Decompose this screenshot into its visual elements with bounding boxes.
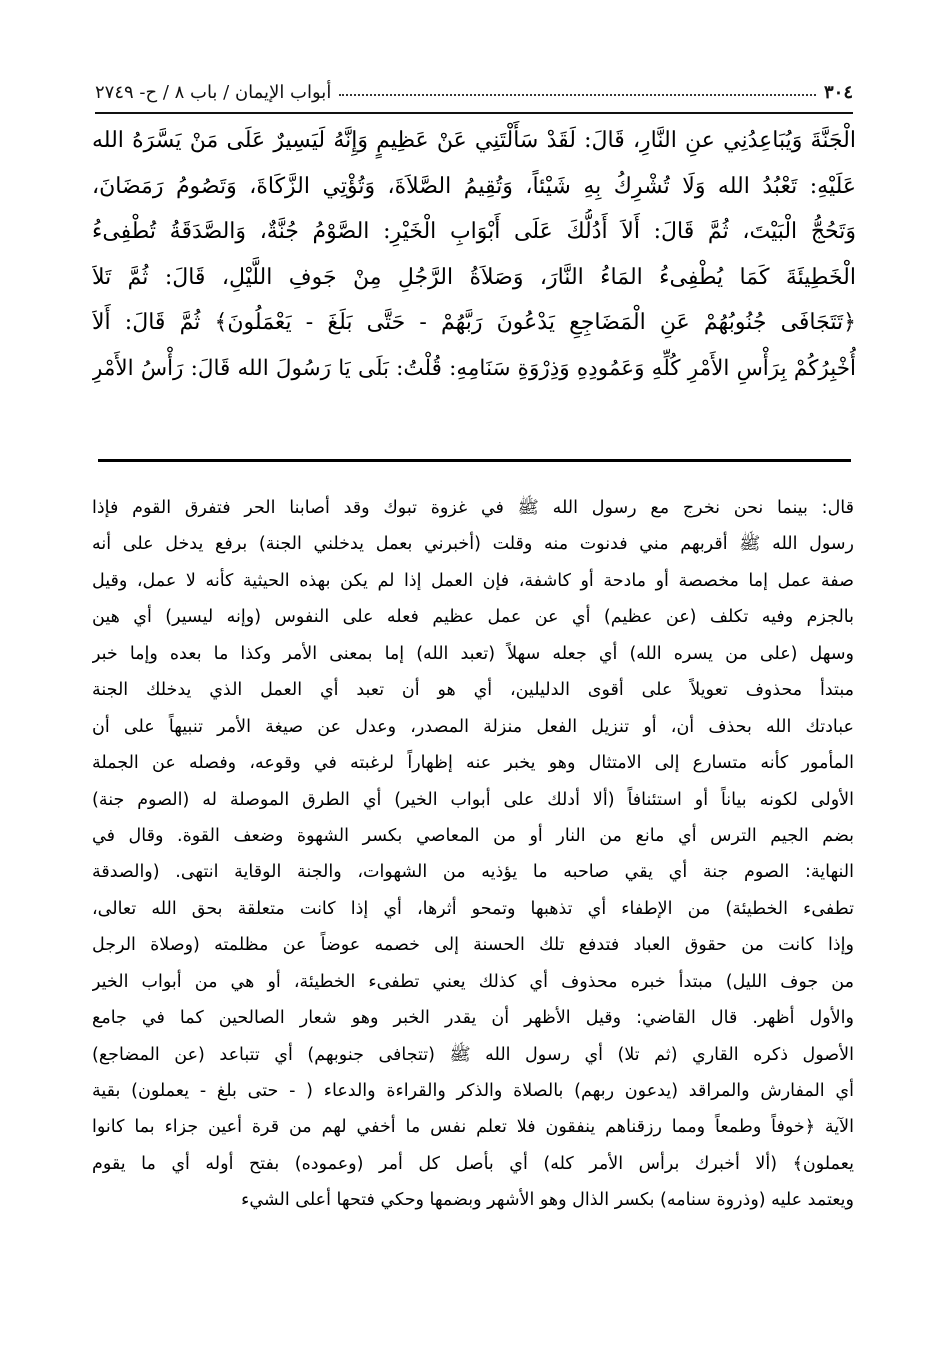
- page-number: ٣٠٤: [823, 81, 853, 103]
- commentary-line: ويعتمد عليه (وذروة سنامه) بكسر الذال وهو الأشهر وبضمها وحكي فتحها أعلى الشيء: [241, 1190, 854, 1211]
- commentary-line: عبادتك الله بحذف أن، أو تنزيل الفعل منزلة المصدر، وعدل عن صيغة الأمر تنبيهاً على أن: [92, 716, 854, 737]
- commentary-line: قال: بينما نحن نخرج مع رسول الله ﷺ في غزوة تبوك وقد أصابنا الحر فتفرق القوم فإذا: [92, 498, 854, 518]
- commentary-text: [92, 490, 854, 1219]
- section-divider: [98, 459, 851, 462]
- commentary-line: النهاية: الصوم جنة أي يقي صاحبه ما يؤذيه من الشهوات، والجنة الوقاية انتهى. (والصدقة: [92, 862, 854, 883]
- commentary-line: وإذا كانت من حقوق العباد فتدفع تلك الحسنة إلى خصمه عوضاً عن مظلمته (وصلاة الرجل: [92, 935, 854, 956]
- hadith-line: عَلَيْهِ: تَعْبُدُ الله وَلَا تُشْرِكُ بِهِ شَيْئاً، وَتُقِيمُ الصَّلاَةَ، وَتُؤْتِي الزَّكَاةَ، وَتَصُومُ رَمَضَانَ،: [92, 173, 856, 199]
- running-title: أبواب الإيمان / باب ٨ / ح- ٢٧٤٩: [95, 81, 332, 103]
- commentary-line: وسهل (على من يسره الله) أي جعله سهلاً (تعبد الله) إما بمعنى الأمر وكذا ما بعده وإما خبر: [92, 643, 854, 664]
- commentary-line: المأمور كأنه متسارع إلى الامتثال وهو يخبر عنه إظهاراً لرغبته في وقوعه، وفصله عن الجملة: [92, 753, 854, 774]
- running-header: [95, 74, 853, 110]
- hadith-line: ﴿تَتَجَافَى جُنُوبُهُمْ عَنِ الْمَضَاجِعِ يَدْعُونَ رَبَّهُمْ - حَتَّى بَلَغَ - يَعْمَلُونَ﴾ ثُمَّ قَالَ: أَلاَ: [92, 310, 856, 335]
- commentary-line: الأولى لكونه بياناً أو استئنافاً (ألا أدلك على أبواب الخير) أي الطرق الموصلة له (الصوم جنة): [92, 789, 854, 810]
- commentary-line: مبتدأ محذوف تعويلاً على أقوى الدليلين، أي هو أن تعبد أي العمل الذي يدخلك الجنة: [92, 680, 854, 701]
- hadith-line: الْجَنَّةَ وَيُبَاعِدُنِي عنِ النَّارِ، قَالَ: لَقَدْ سَأَلْتَنِي عَنْ عَظِيمٍ وَإِنَّهُ لَيَسِيرٌ عَلَى مَنْ يَسَّرَهُ الله: [92, 128, 856, 153]
- hadith-text: [92, 118, 856, 391]
- commentary-line: بالجزم وفيه تكلف (عن عظيم) أي عن عمل عظيم فعله على النفوس (وإنه ليسير) أي هين: [92, 607, 854, 628]
- commentary-line: صفة عمل إما مخصصة أو مادحة أو كاشفة، فإن العمل إذا لم يكن بهذه الحيثية كأنه لا عمل، وقيل: [92, 570, 854, 591]
- commentary-line: الآية ﴿خوفاً وطمعاً ومما رزقناهم ينفقون فلا تعلم نفس ما أخفي لهم من قرة أعين جزاء بما كانوا: [92, 1117, 854, 1138]
- hadith-line: الْخَطِيئَةَ كَمَا يُطْفِىءُ المَاءُ النَّارَ، وَصَلاَةُ الرَّجُلِ مِنْ جَوفِ اللَّيْلِ، قَالَ: ثُمَّ تَلاَ: [92, 264, 856, 290]
- commentary-line: من جوف الليل) مبتدأ خبره محذوف أي كذلك يعني تطفىء الخطيئة، أو هي من أبواب الخير: [92, 971, 854, 992]
- commentary-line: والأول أظهر. قال القاضي: وقيل الأظهر أن يقدر الخبر وهو شعار الصالحين كما في جامع: [92, 1008, 854, 1029]
- commentary-line: الأصول ذكره القاري (ثم تلا) أي رسول الله ﷺ (تتجافى جنوبهم) أي تتباعد (عن المضاجع): [92, 1044, 854, 1065]
- commentary-line: أي المفارش والمراقد (يدعون ربهم) بالصلاة والذكر والقراءة والدعاء ( - حتى بلغ - يعملون) بقية: [92, 1081, 854, 1101]
- commentary-line: يعملون﴾ (ألا أخبرك برأس الأمر كله) أي بأصل كل أمر (وعموده) بفتح أوله أي ما يقوم: [92, 1153, 854, 1174]
- hadith-line: وَتَحُجُّ الْبَيْتَ، ثُمَّ قَالَ: أَلاَ أَدُلُّكَ عَلَى أَبْوَابِ الْخَيْرِ: الصَّوْمُ جُنَّةٌ، وَالصَّدَقَةُ تُطْفِىءُ: [92, 219, 856, 244]
- commentary-line: بضم الجيم الترس أي مانع من النار أو من المعاصي بكسر الشهوة وضعف القوة. وقال في: [92, 825, 854, 846]
- hadith-line: أُخْبِرُكُمْ بِرَأْسِ الأَمْرِ كُلِّهِ وَعَمُودِهِ وَذِرْوَةِ سَنَامِهِ: قُلْتُ: بَلَى يَا رَسُولَ الله قَالَ: رَأْسُ الأَمْرِ: [92, 355, 856, 381]
- commentary-line: تطفىء الخطيئة) من الإطفاء أي تذهبها وتمحو أثرها، أي إذا كانت متعلقة بحق الله تعالى،: [92, 898, 854, 919]
- header-rule: [95, 112, 853, 114]
- header-leader-dots: [339, 88, 816, 96]
- commentary-line: رسول الله ﷺ أقربهم مني فدنوت منه وقلت (أخبرني بعمل يدخلني الجنة) برفع يدخل على أنه: [92, 534, 854, 555]
